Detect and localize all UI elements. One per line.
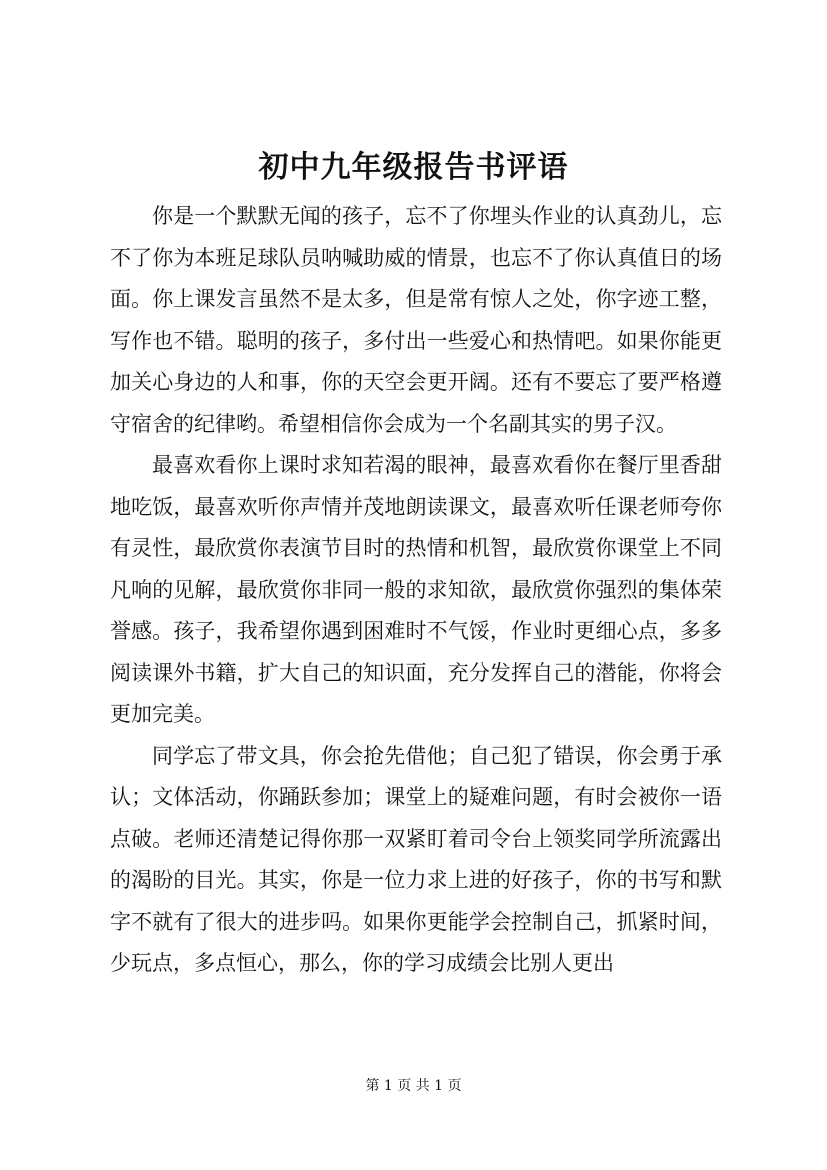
paragraph-1: 你是一个默默无闻的孩子，忘不了你埋头作业的认真劲儿，忘不了你为本班足球队员呐喊助威的情景，也忘不了你认真值日的场面。你上课发言虽然不是太多，但是常有惊人之处，你字迹工整，写作也不错。聪明的孩子，多付出一些爱心和热情吧。如果你能更加关心身边的人和事，你的天空会更开阔。还有不要忘了要严格遵守宿舍的纪律哟。希望相信你会成为一个名副其实的男子汉。 — [110, 204, 722, 436]
document-body — [110, 196, 722, 985]
paragraph-2: 最喜欢看你上课时求知若渴的眼神，最喜欢看你在餐厅里香甜地吃饭，最喜欢听你声情并茂地朗读课文，最喜欢听任课老师夸你有灵性，最欣赏你表演节目时的热情和机智，最欣赏你课堂上不同凡响的见解，最欣赏你非同一般的求知欲，最欣赏你强烈的集体荣誉感。孩子，我希望你遇到困难时不气馁，作业时更细心点，多多阅读课外书籍，扩大自己的知识面，充分发挥自己的潜能，你将会更加完美。 — [110, 453, 722, 726]
page-number-footer: 第 1 页 共 1 页 — [365, 1078, 462, 1094]
document-title: 初中九年级报告书评语 — [258, 150, 569, 185]
paragraph-3: 同学忘了带文具，你会抢先借他；自己犯了错误，你会勇于承认；文体活动，你踊跃参加；课堂上的疑难问题，有时会被你一语点破。老师还清楚记得你那一双紧盯着司令台上领奖同学所流露出的渴盼的目光。其实，你是一位力求上进的好孩子，你的书写和默字不就有了很大的进步吗。如果你更能学会控制自己，抓紧时间，少玩点，多点恒心，那么，你的学习成绩会比别人更出 — [110, 743, 722, 975]
